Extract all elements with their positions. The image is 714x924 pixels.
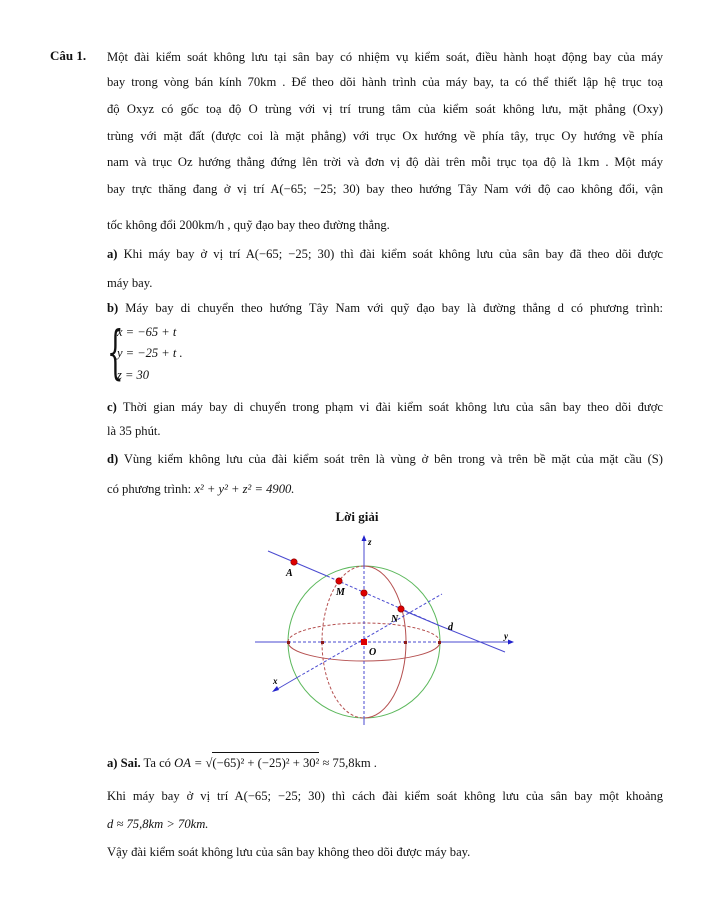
solution-title: Lời giải bbox=[335, 509, 379, 524]
statement-d-prefix: có phương trình: bbox=[107, 482, 192, 496]
brace: { bbox=[107, 318, 124, 386]
solution-a-prefix: Ta có bbox=[143, 756, 171, 770]
equation-z: z = 30 bbox=[117, 368, 150, 382]
intro-line-6: bay trực thăng đang ở vị trí A(−65; −25; 30) bay theo hướng Tây Nam với độ cao không đổi, vận bbox=[107, 182, 663, 196]
statement-c-label: c) bbox=[107, 400, 117, 414]
solution-a-line-3: d ≈ 75,8km > 70km. bbox=[107, 817, 209, 831]
solution-a-rhs: ≈ 75,8km . bbox=[322, 756, 377, 770]
statement-d-label: d) bbox=[107, 452, 119, 466]
solution-a-radicand: (−65)² + (−25)² + 30² bbox=[212, 752, 319, 772]
intro-line-2: bay trong vòng bán kính 70km . Để theo dõi hành trình của máy bay, ta có thể thiết lập hệ trục toạ bbox=[107, 75, 663, 89]
point-M bbox=[336, 578, 342, 584]
solution-a-line-2: Khi máy bay ở vị trí A(−65; −25; 30) thì cách đài kiểm soát không lưu của sân bay một khoảng bbox=[107, 789, 663, 803]
solution-a-verdict: a) Sai. bbox=[107, 756, 141, 770]
label-z: z bbox=[368, 537, 372, 547]
x-axis-inner bbox=[298, 594, 442, 677]
statement-d-text: Vùng kiểm không lưu của đài kiểm soát trên là vùng ở bên trong và trên bề mặt của mặt cầu (S) bbox=[123, 452, 664, 466]
label-M: M bbox=[336, 587, 345, 598]
label-N: N bbox=[391, 614, 399, 625]
sphere-equation: x² + y² + z² = 4900. bbox=[194, 482, 295, 496]
sphere-figure bbox=[240, 525, 530, 725]
intro-line-3: độ Oxyz có gốc toạ độ O trùng với vị trí trung tâm của kiểm soát không lưu, mặt phẳng (Oxy) bbox=[107, 102, 663, 116]
intro-line-5: nam và trục Oz hướng thẳng đứng lên trời và đơn vị độ dài trên mỗi trục tọa độ là 1km . Một máy bbox=[107, 155, 663, 169]
statement-a-cont: máy bay. bbox=[107, 276, 153, 290]
x-axis-arrow-icon bbox=[272, 686, 279, 692]
statement-d-cont bbox=[107, 480, 663, 498]
point-on-z bbox=[361, 590, 367, 596]
intro-line-1: Một đài kiểm soát không lưu tại sân bay có nhiệm vụ kiểm soát, điều hành hoạt động bay của máy bbox=[107, 50, 663, 64]
line-d-solid-mid bbox=[400, 609, 438, 625]
z-axis-arrow-icon bbox=[362, 535, 367, 541]
intro-line-7: tốc không đổi 200km/h , quỹ đạo bay theo đường thẳng. bbox=[107, 218, 390, 232]
statement-b-label: b) bbox=[107, 301, 119, 315]
label-O: O bbox=[369, 647, 377, 658]
tick-point bbox=[404, 641, 407, 644]
question-label: Câu 1. bbox=[50, 48, 87, 63]
statement-c-text: Thời gian máy bay di chuyển trong phạm vi đài kiểm soát không lưu của sân bay theo dõi được bbox=[122, 400, 664, 414]
solution-a-lhs: OA = bbox=[174, 756, 203, 770]
tick-point bbox=[438, 641, 441, 644]
equation-y: y = −25 + t . bbox=[117, 346, 183, 360]
label-y: y bbox=[504, 631, 508, 641]
tick-point bbox=[321, 641, 324, 644]
statement-b bbox=[107, 299, 663, 317]
point-O bbox=[361, 639, 367, 645]
statement-b-text: Máy bay di chuyển theo hướng Tây Nam với quỹ đạo bay là đường thẳng d có phương trình: bbox=[125, 301, 663, 315]
statement-d bbox=[107, 450, 663, 468]
statement-a-text: Khi máy bay ở vị trí A(−65; −25; 30) thì đài kiểm soát không lưu của sân bay đã theo dõi được bbox=[123, 247, 663, 261]
statement-c bbox=[107, 398, 663, 416]
line-equation-system bbox=[107, 318, 227, 387]
label-A: A bbox=[286, 568, 293, 579]
label-d: d bbox=[448, 622, 453, 633]
point-A bbox=[291, 559, 297, 565]
solution-a-line-4: Vậy đài kiểm soát không lưu của sân bay không theo dõi được máy bay. bbox=[107, 845, 471, 859]
solution-a-line-1: a) Sai. Ta có OA = √(−65)² + (−25)² + 30² ≈ 75,8km . bbox=[107, 752, 663, 772]
point-N bbox=[398, 606, 404, 612]
equation-x: x = −65 + t bbox=[117, 325, 177, 339]
y-axis-arrow-icon bbox=[508, 640, 514, 645]
statement-a bbox=[107, 245, 663, 263]
tick-point bbox=[287, 641, 290, 644]
intro-line-4: trùng với mặt đất (được coi là mặt phẳng) với trục Ox hướng về phía tây, trục Oy hướng về phía bbox=[107, 129, 663, 143]
label-x: x bbox=[273, 676, 278, 686]
statement-a-label: a) bbox=[107, 247, 118, 261]
line-d-outer-left bbox=[268, 551, 327, 576]
statement-c-cont: là 35 phút. bbox=[107, 424, 161, 438]
